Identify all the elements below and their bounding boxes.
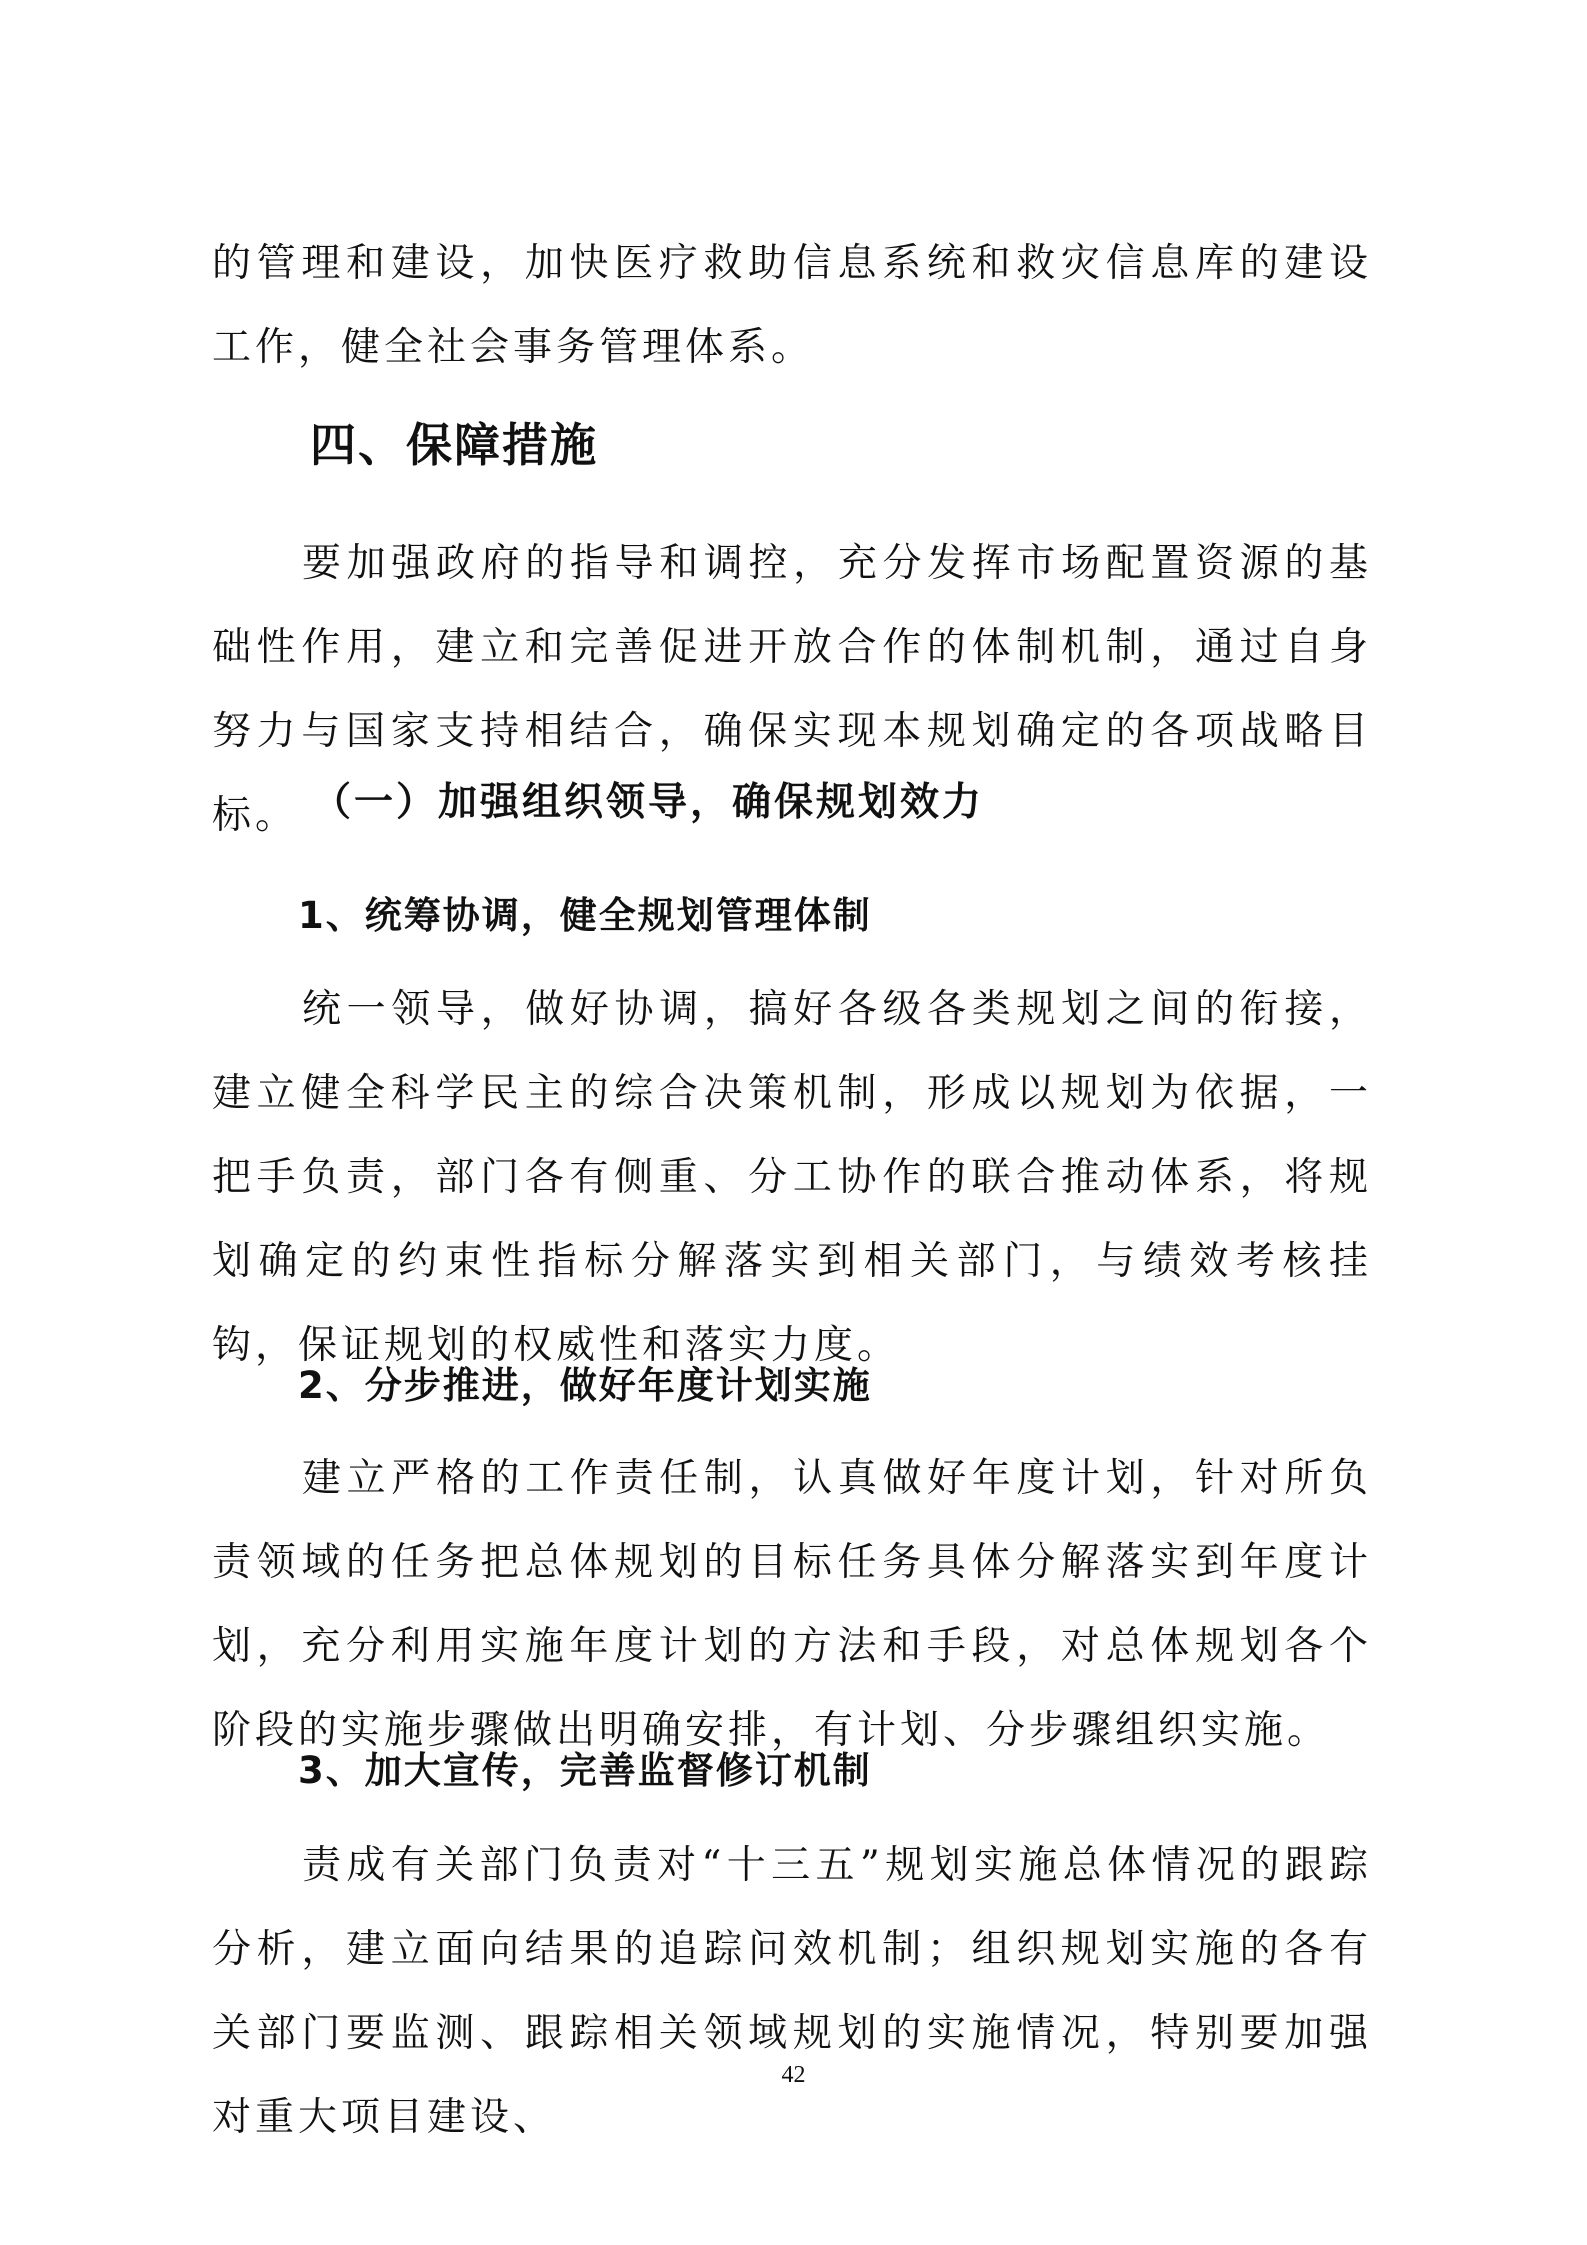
subsection-title: （一）加强组织领导，确保规划效力 (312, 780, 985, 825)
item-3-heading: 3、加大宣传，完善监督修订机制 (298, 1749, 872, 1792)
section-intro-paragraph: 要加强政府的指导和调控，充分发挥市场配置资源的基础性作用，建立和完善促进开放合作的体制机制，通过自身努力与国家支持相结合，确保实现本规划确定的各项战略目标。 (212, 541, 1372, 838)
item-1-body: 统一领导，做好协调，搞好各级各类规划之间的衔接，建立健全科学民主的综合决策机制，形成以规划为依据，一把手负责，部门各有侧重、分工协作的联合推动体系，将规划确定的约束性指标分解落实到相关部门，与绩效考核挂钩，保证规划的权威性和落实力度。 (212, 987, 1372, 1368)
item-3-body: 责成有关部门负责对“十三五”规划实施总体情况的跟踪分析，建立面向结果的追踪问效机制；组织规划实施的各有关部门要监测、跟踪相关领域规划的实施情况，特别要加强对重大项目建设、 (212, 1843, 1372, 2140)
item-2-body: 建立严格的工作责任制，认真做好年度计划，针对所负责领域的任务把总体规划的目标任务具体分解落实到年度计划，充分利用实施年度计划的方法和手段，对总体规划各个阶段的实施步骤做出明确安排，有计划、分步骤组织实施。 (212, 1456, 1372, 1753)
continuation-paragraph: 的管理和建设，加快医疗救助信息系统和救灾信息库的建设工作，健全社会事务管理体系。 (212, 241, 1372, 370)
page-number: 42 (781, 2062, 806, 2088)
section-title: 四、保障措施 (310, 418, 598, 472)
item-2-heading: 2、分步推进，做好年度计划实施 (298, 1364, 872, 1407)
item-1-heading: 1、统筹协调，健全规划管理体制 (298, 894, 872, 937)
